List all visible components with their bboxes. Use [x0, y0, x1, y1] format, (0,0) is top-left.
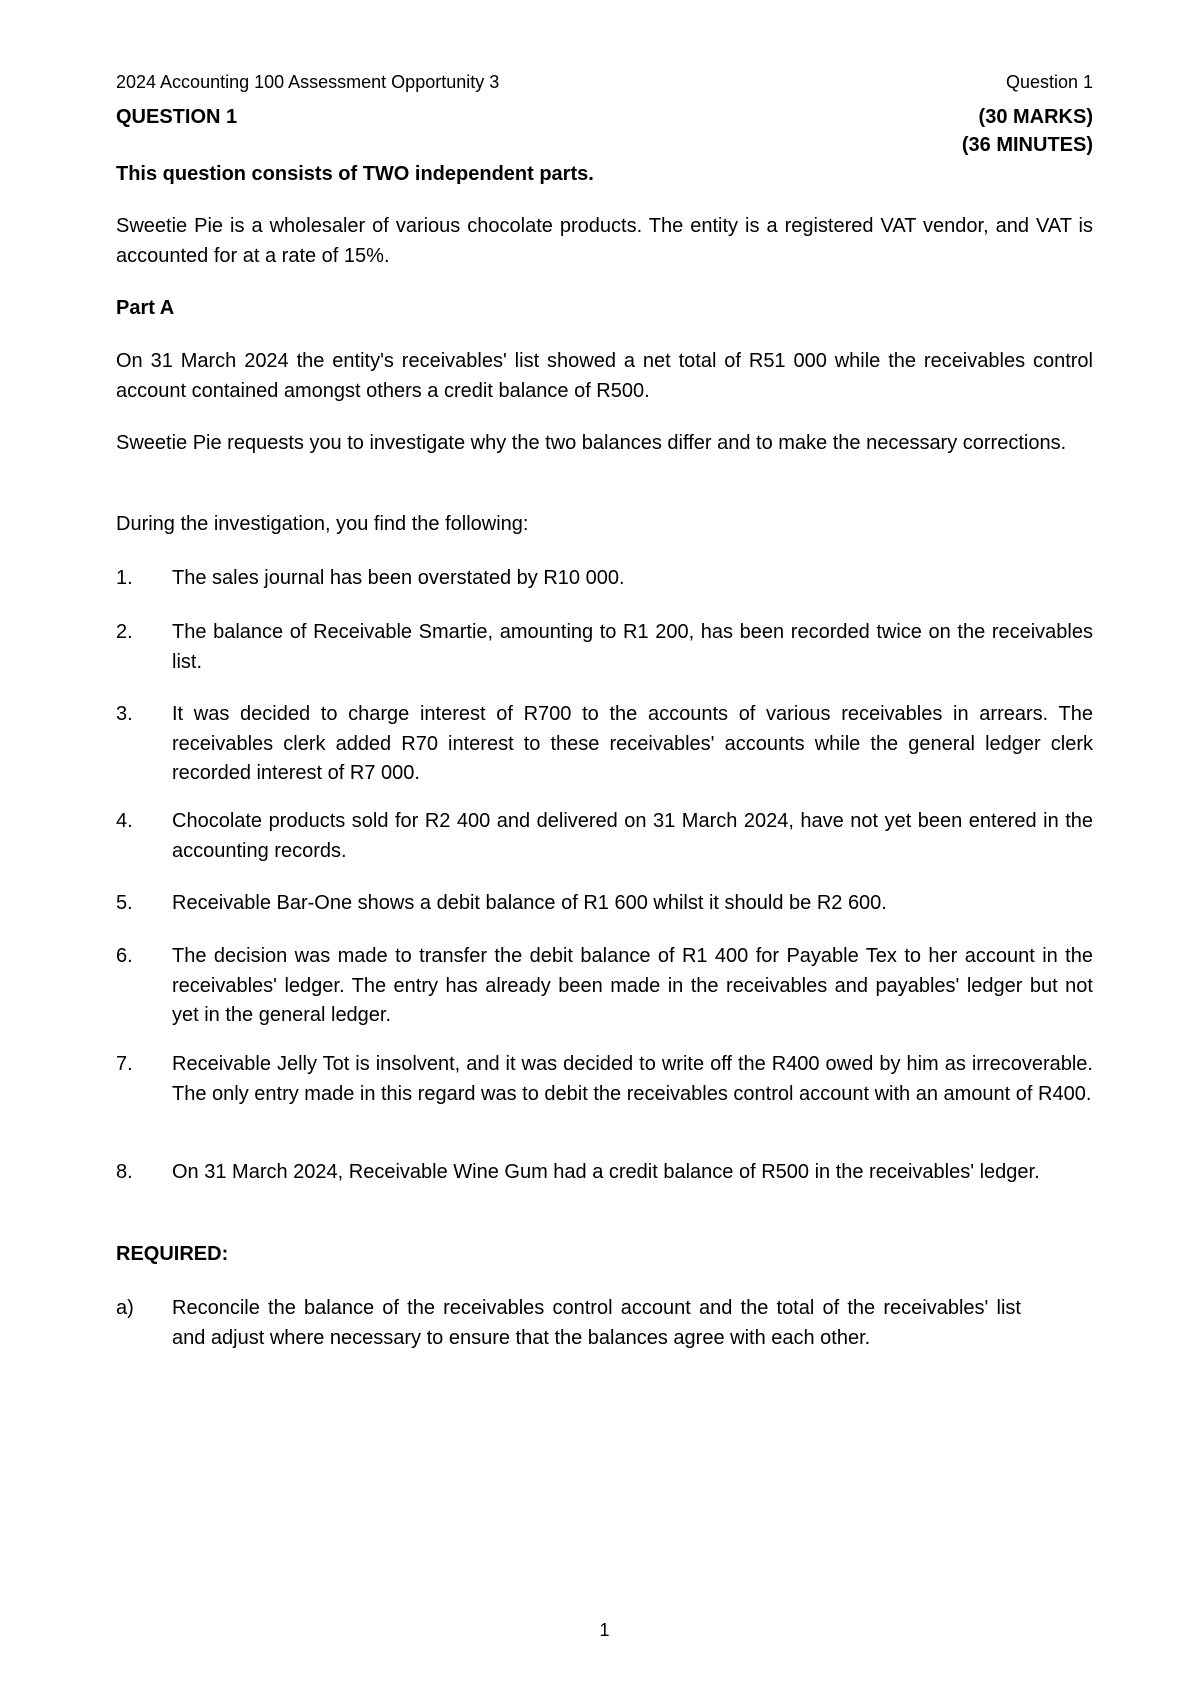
list-item-text: Receivable Bar-One shows a debit balance of R1 600 whilst it should be R2 600. [172, 892, 887, 914]
list-item-text: On 31 March 2024, Receivable Wine Gum had a credit balance of R500 in the receivables' ledger. [172, 1161, 1040, 1183]
list-item-text: Chocolate products sold for R2 400 and delivered on 31 March 2024, have not yet been entered in the accounting records. [172, 810, 1093, 862]
list-item [116, 942, 1093, 1031]
list-item [116, 807, 1093, 866]
list-item-number: 2. [116, 621, 133, 643]
paragraph-request: Sweetie Pie requests you to investigate why the two balances differ and to make the necessary corrections. [116, 432, 1067, 454]
paragraph-findings-intro: During the investigation, you find the following: [116, 513, 529, 535]
list-item-number: 5. [116, 892, 133, 914]
list-item-number: 8. [116, 1161, 133, 1183]
part-heading: Part A [116, 297, 175, 319]
list-item-text: The balance of Receivable Smartie, amounting to R1 200, has been recorded twice on the receivables list. [172, 621, 1093, 673]
list-item [116, 1158, 1093, 1188]
required-heading: REQUIRED: [116, 1243, 229, 1265]
header-title: 2024 Accounting 100 Assessment Opportunity 3 [116, 72, 500, 92]
question-minutes: (36 MINUTES) [961, 134, 1093, 156]
required-item [116, 1294, 1093, 1353]
page-number: 1 [599, 1620, 610, 1640]
paragraph-receivables-balance: On 31 March 2024 the entity's receivables' list showed a net total of R51 000 while the receivables control account contained amongst others a credit balance of R500. [116, 350, 1093, 402]
list-item [116, 618, 1093, 677]
required-item-label: a) [116, 1297, 134, 1319]
list-item-number: 6. [116, 945, 133, 967]
list-item-text: The sales journal has been overstated by R10 000. [172, 567, 625, 589]
header-question-label: Question 1 [1005, 72, 1093, 92]
document-page [116, 0, 1093, 1696]
list-item-text: Receivable Jelly Tot is insolvent, and it was decided to write off the R400 owed by him as irrecoverable. The only entry made in this regard was to debit the receivables control account with an amount of R400. [172, 1053, 1093, 1105]
list-item-number: 1. [116, 567, 133, 589]
page-header [116, 72, 1093, 96]
context-paragraph: Sweetie Pie is a wholesaler of various chocolate products. The entity is a registered VAT vendor, and VAT is accounted for at a rate of 15%. [116, 215, 1093, 267]
question-marks: (30 MARKS) [978, 106, 1093, 128]
list-item-text: The decision was made to transfer the debit balance of R1 400 for Payable Tex to her account in the receivables' ledger. The entry has already been made in the receivables and payables' ledger but not yet in the general ledger. [172, 945, 1093, 1026]
question-title-line [116, 106, 1093, 129]
required-item-text: Reconcile the balance of the receivables control account and the total of the receivables' list and adjust where necessary to ensure that the balances agree with each other. [172, 1297, 1021, 1349]
list-item [116, 564, 1093, 594]
list-item [116, 889, 1093, 919]
question-title: QUESTION 1 [116, 106, 238, 128]
question-intro: This question consists of TWO independent parts. [116, 163, 594, 185]
list-item [116, 700, 1093, 789]
list-item [116, 1050, 1093, 1109]
list-item-number: 4. [116, 810, 133, 832]
list-item-number: 7. [116, 1053, 133, 1075]
list-item-number: 3. [116, 703, 133, 725]
list-item-text: It was decided to charge interest of R700 to the accounts of various receivables in arrears. The receivables clerk added R70 interest to these receivables' accounts while the general ledger clerk recorded interest of R7 000. [172, 703, 1093, 784]
